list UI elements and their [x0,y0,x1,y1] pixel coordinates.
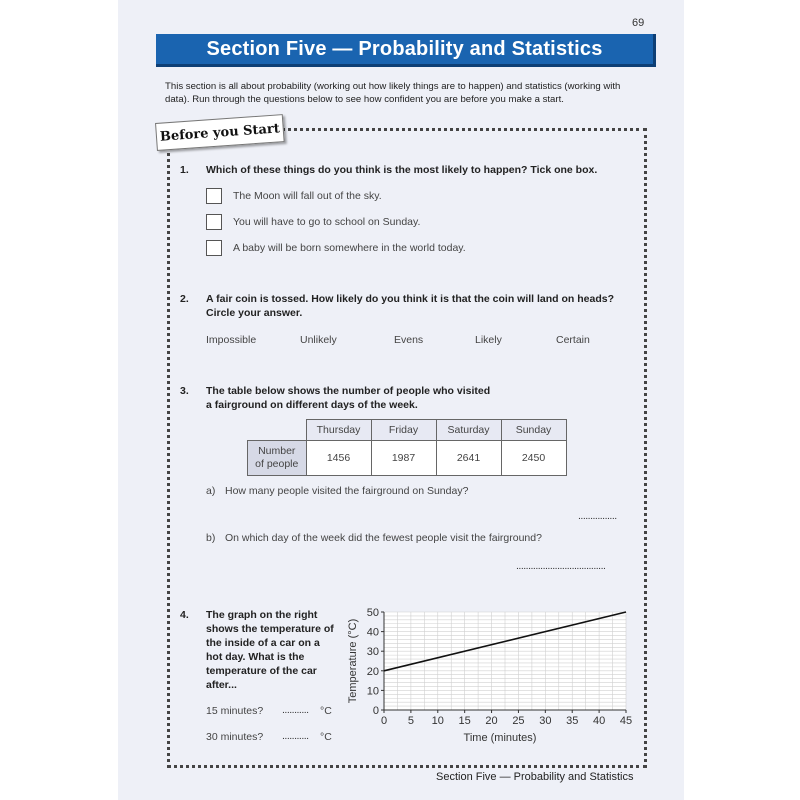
q4-number: 4. [180,609,189,621]
table-cell-thursday: 1456 [306,441,371,476]
q1-text: Which of these things do you think is the most likely to happen? Tick one box. [206,164,598,176]
q2-number: 2. [180,293,189,305]
table-header-friday: Friday [371,420,436,441]
q3-text-line2: a fairground on different days of the week. [206,399,418,411]
q3a-answer-line[interactable]: ................ [578,510,617,522]
q1-checkbox-3[interactable] [206,240,222,256]
q4-prompt-30-unit: °C [320,731,332,743]
x-axis-label: Time (minutes) [463,732,537,744]
section-banner [156,34,656,67]
table-cell-sunday: 2450 [501,441,566,476]
q2-choice-evens[interactable]: Evens [394,334,424,346]
q2-text-line1: A fair coin is tossed. How likely do you think it is that the coin will land on heads? [206,293,614,305]
q4-prompt-15-unit: °C [320,705,332,717]
q4-prompt-30-blank[interactable]: ........... [282,730,309,742]
q3b-label: b) [206,532,216,544]
row-header-line2: of people [255,458,299,470]
temperature-line-chart [340,600,640,750]
y-tick-label: 20 [366,665,379,678]
x-tick-label: 0 [380,715,388,727]
section-title: Section Five — Probability and Statistics [206,37,603,60]
q4-text: The graph on the right shows the temperature of the inside of a car on a hot day. What is the temperature of the car after... [206,609,334,691]
x-tick-label: 45 [619,715,633,727]
q4-prompt-30-label: 30 minutes? [206,731,264,743]
x-tick-label: 5 [407,715,414,727]
q1-number: 1. [180,164,189,176]
q2-choice-unlikely[interactable]: Unlikely [300,334,337,346]
q3b-text: On which day of the week did the fewest people visit the fairground? [225,532,542,544]
q4-prompt-15-label: 15 minutes? [206,705,264,717]
q3-text-line1: The table below shows the number of people who visited [206,385,491,397]
table-empty-corner [248,420,307,441]
table-header-sunday: Sunday [501,420,566,441]
fairground-table [247,419,567,476]
y-tick-label: 30 [366,646,379,659]
x-tick-label: 10 [431,715,444,727]
table-header-thursday: Thursday [306,420,371,441]
q1-option-2: You will have to go to school on Sunday. [233,216,421,228]
q3-number: 3. [180,385,189,397]
y-tick-label: 10 [366,685,379,698]
q4-prompt-15-blank[interactable]: ........... [282,704,309,716]
q2-text-line2: Circle your answer. [206,307,303,319]
q2-choice-certain[interactable]: Certain [556,334,590,346]
row-header-line1: Number [258,445,296,457]
table-cell-saturday: 2641 [436,441,501,476]
y-tick-label: 50 [366,607,379,619]
page-number: 69 [632,17,645,29]
footer-section-title: Section Five — Probability and Statistics [436,771,634,783]
table-row-header [248,441,307,476]
x-tick-label: 40 [592,715,606,727]
before-you-start-tag: Before you Start [155,114,285,151]
y-tick-label: 40 [366,626,379,639]
q2-choice-impossible[interactable]: Impossible [206,334,257,346]
q2-choice-likely[interactable]: Likely [475,334,502,346]
x-tick-label: 15 [458,715,471,727]
y-axis-label: Temperature (°C) [347,618,359,704]
x-tick-label: 20 [485,715,498,727]
q1-checkbox-2[interactable] [206,214,222,230]
q1-option-3: A baby will be born somewhere in the world today. [233,242,466,254]
q1-option-1: The Moon will fall out of the sky. [233,190,382,202]
q3a-label: a) [206,485,216,497]
y-tick-label: 0 [372,705,379,717]
q3a-text: How many people visited the fairground on Sunday? [225,485,469,497]
table-cell-friday: 1987 [371,441,436,476]
table-header-saturday: Saturday [436,420,501,441]
x-tick-label: 35 [566,715,579,727]
x-tick-label: 30 [539,715,552,727]
intro-paragraph: This section is all about probability (working out how likely things are to happen) and statistics (working with data). Run through the questions below to see how confident you are before you make a start. [165,81,621,105]
q1-checkbox-1[interactable] [206,188,222,204]
q3b-answer-line[interactable]: ..................................... [516,560,606,572]
x-tick-label: 25 [512,715,525,727]
